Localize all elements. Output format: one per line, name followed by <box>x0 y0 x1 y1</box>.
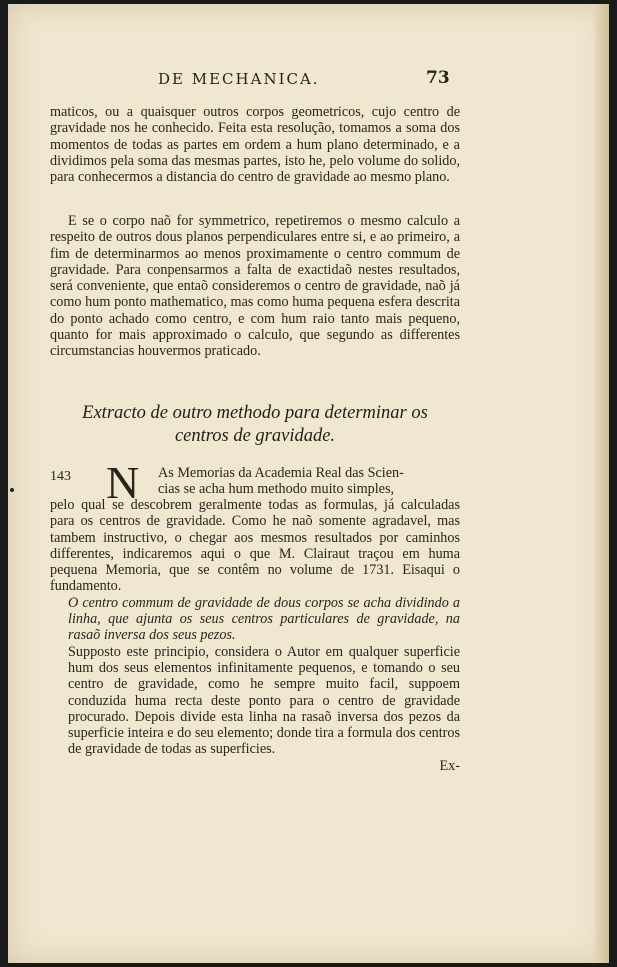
heading-line-2: centros de gravidade. <box>174 426 336 446</box>
section-number: 143 <box>50 469 71 484</box>
page-edge <box>595 4 609 963</box>
running-title: DE MECHANICA. <box>158 70 320 88</box>
ink-spot <box>10 488 14 492</box>
drop-cap: N <box>106 457 140 508</box>
opening-line-2: cias se acha hum methodo muito simples, <box>158 481 395 498</box>
paragraph-continued: maticos, ou a quaisquer outros corpos geometricos, cujo centro de gravidade nos he conhecido. Feita esta resolução, tomamos a soma dos momentos de todas as partes em ordem a hum plano determinado, e a dividimos pela soma das mesmas partes, isto he, pelo volume do solido, para conhecermos a distancia do centro de gravidade ao mesmo plano. <box>50 104 460 186</box>
paragraph-supposto: Supposto este principio, considera o Autor em qualquer superficie hum dos seus elementos infinitamente pequenos, e tomando o seu centro de gravidade, como he sempre muito facil, suppoem conduzida huma recta deste ponto para o centro de gravidade procurado. Depois divide esta linha na rasaõ inversa dos pezos da superficie inteira e do seu elemento; donde tira a formula dos centros de gravidade de todas as superficies. <box>68 643 460 758</box>
section-opening <box>50 457 460 508</box>
page-number: 73 <box>426 68 450 88</box>
opening-line-1: As Memorias da Academia Real das Scien- <box>158 465 404 481</box>
principle-statement: O centro commum de gravidade de dous corpos se acha dividindo a linha, que ajunta os seus centros particulares de gravidade, na rasaõ inversa dos seus pezos. <box>68 594 460 644</box>
section-heading <box>50 402 460 448</box>
catchword: Ex- <box>439 757 460 774</box>
paragraph-symmetry-text: E se o corpo naõ for symmetrico, repetiremos o mesmo calculo a respeito de outros dous planos perpendiculares entre si, e ao primeiro, a fim de determinarmos ao menos proximamente o centro commum de gravidade. Para conpensarmos a falta de exactidaõ nestes resultados, será conveniente, que entaõ consideremos o centro de gravidade, naõ já como hum ponto mathematico, mas como huma pequena esfera descrita do ponto achado como centro, e com hum raio tanto mais pequeno, quanto for mais approximado o calculo, que segundo as differentes circumstancias houvermos praticado. <box>50 213 460 360</box>
heading-line-1: Extracto de outro methodo para determinar os <box>82 403 428 423</box>
section-body <box>50 497 460 774</box>
paragraph-symmetry <box>50 213 460 360</box>
section-body-text: pelo qual se descobrem geralmente todas as formulas, já calculadas para os centros de gravidade. Como he naõ somente agradavel, mas tambem instructivo, o chegar aos mesmos resultados por caminhos differentes, indicaremos aqui o que M. Clairaut traçou em huma pequena Memoria, que se contêm no volume de 1731. Eisaqui o fundamento. <box>50 497 460 595</box>
